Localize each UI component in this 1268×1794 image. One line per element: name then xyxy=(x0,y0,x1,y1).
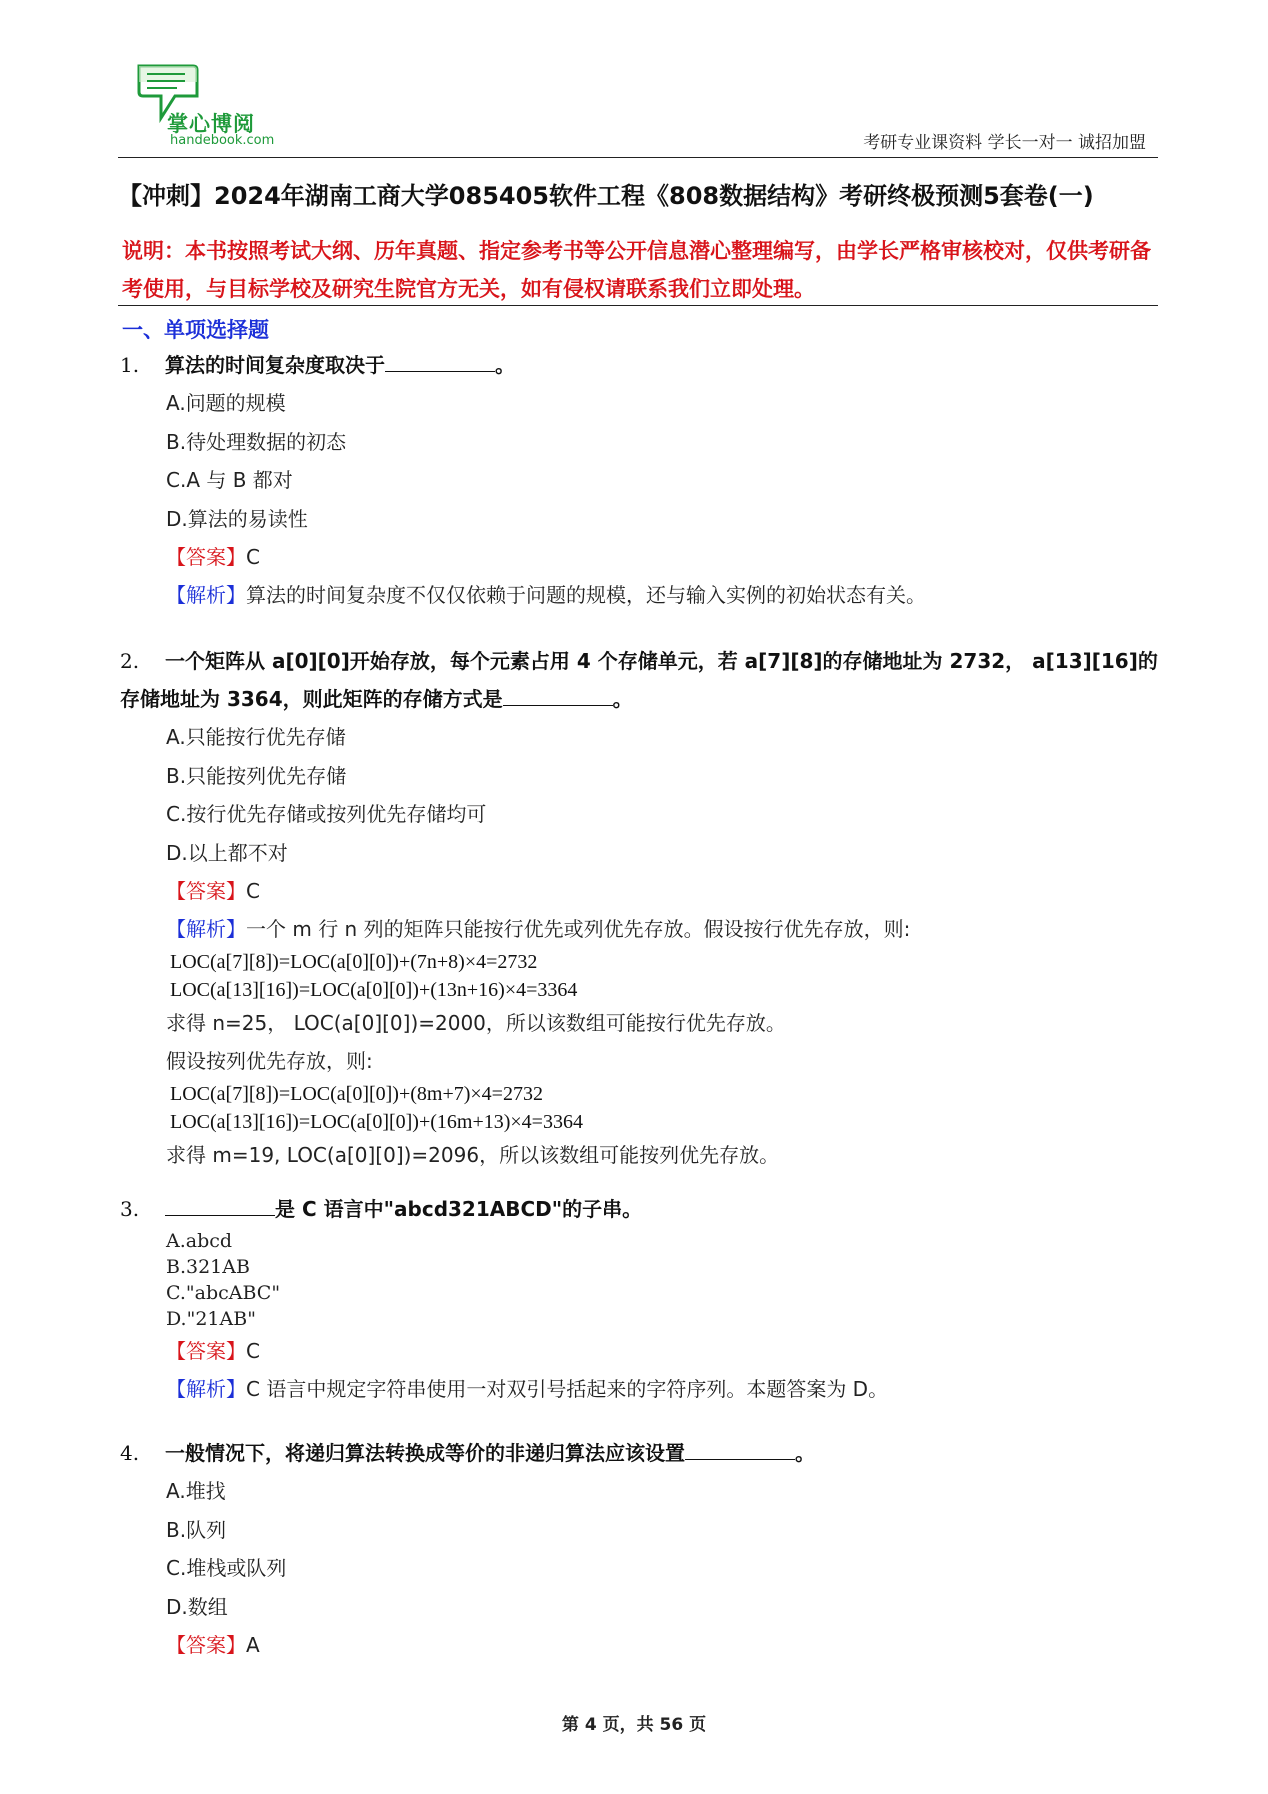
option-b: B.321AB xyxy=(166,1256,250,1278)
assumption-line: 假设按列优先存放，则: xyxy=(166,1049,373,1073)
option-d: D.以上都不对 xyxy=(166,840,288,865)
option-a: A.只能按行优先存储 xyxy=(166,725,346,749)
option-a: A.abcd xyxy=(166,1230,233,1252)
question-number: 2. xyxy=(120,649,140,673)
answer-line: 【答案】C xyxy=(166,1339,260,1363)
document-title: 【冲刺】2024年湖南工商大学085405软件工程《808数据结构》考研终极预测5套卷(一) xyxy=(118,182,1094,210)
option-d: D."21AB" xyxy=(166,1308,256,1330)
option-b: B.待处理数据的初态 xyxy=(166,429,347,454)
question-stem: 2. 一个矩阵从 a[0][0]开始存放，每个元素占用 4 个存储单元，若 a[7][8]的存储地址为 2732， a[13][16]的存储地址为 3364，则此矩阵的存储方式是 。 xyxy=(120,642,1165,718)
answer-line: 【答案】C xyxy=(166,545,260,569)
option-d: D.算法的易读性 xyxy=(166,506,308,531)
question-3 xyxy=(120,1190,1165,1408)
answer-line: 【答案】C xyxy=(166,879,260,903)
option-c: C.A 与 B 都对 xyxy=(166,468,293,492)
question-stem: 3. 是 C 语言中"abcd321ABCD"的子串。 xyxy=(120,1190,1165,1228)
answer-blank xyxy=(385,349,495,372)
answer-blank xyxy=(503,683,613,706)
option-c: C.按行优先存储或按列优先存储均可 xyxy=(166,802,487,826)
copyright-notice: 说明：本书按照考试大纲、历年真题、指定参考书等公开信息潜心整理编写，由学长严格审核校对，仅供考研备考使用，与目标学校及研究生院官方无关，如有侵权请联系我们立即处理。 xyxy=(122,239,1151,301)
question-stem: 1. 算法的时间复杂度取决于 。 xyxy=(120,346,1165,384)
formula-line: LOC(a[13][16])=LOC(a[0][0])+(16m+13)×4=3364 xyxy=(170,1111,583,1133)
analysis-line: 【解析】C 语言中规定字符串使用一对双引号括起来的字符序列。本题答案为 D。 xyxy=(166,1377,889,1401)
formula-line: LOC(a[7][8])=LOC(a[0][0])+(8m+7)×4=2732 xyxy=(170,1083,543,1105)
answer-line: 【答案】A xyxy=(166,1633,260,1657)
question-number: 4. xyxy=(120,1441,140,1465)
option-c: C.堆栈或队列 xyxy=(166,1556,287,1580)
header-tagline: 考研专业课资料 学长一对一 诚招加盟 xyxy=(863,133,1146,153)
page-number: 第 4 页，共 56 页 xyxy=(561,1715,707,1735)
question-stem: 4. 一般情况下，将递归算法转换成等价的非递归算法应该设置 。 xyxy=(120,1434,1165,1472)
question-number: 1. xyxy=(120,353,140,377)
option-b: B.只能按列优先存储 xyxy=(166,763,347,788)
analysis-line: 【解析】一个 m 行 n 列的矩阵只能按行优先或列优先存放。假设按行优先存放，则: xyxy=(166,917,911,941)
option-c: C."abcABC" xyxy=(166,1282,281,1304)
option-d: D.数组 xyxy=(166,1594,228,1619)
result-line: 求得 m=19, LOC(a[0][0])=2096，所以该数组可能按列优先存放。 xyxy=(166,1143,780,1167)
question-2 xyxy=(120,642,1165,1174)
analysis-line: 【解析】算法的时间复杂度不仅仅依赖于问题的规模，还与输入实例的初始状态有关。 xyxy=(166,583,926,607)
answer-blank xyxy=(685,1437,795,1460)
option-a: A.问题的规模 xyxy=(166,391,286,415)
formula-line: LOC(a[7][8])=LOC(a[0][0])+(7n+8)×4=2732 xyxy=(170,951,538,973)
header-divider xyxy=(118,157,1158,158)
notice-divider xyxy=(118,305,1158,306)
option-a: A.堆找 xyxy=(166,1479,226,1503)
section-heading: 一、单项选择题 xyxy=(122,318,269,342)
result-line: 求得 n=25， LOC(a[0][0])=2000，所以该数组可能按行优先存放。 xyxy=(166,1011,786,1035)
logo-domain: handebook.com xyxy=(170,133,275,148)
question-4 xyxy=(120,1434,1165,1664)
logo-text: 掌心博阅 xyxy=(167,112,255,136)
formula-line: LOC(a[13][16])=LOC(a[0][0])+(13n+16)×4=3364 xyxy=(170,979,578,1001)
question-number: 3. xyxy=(120,1197,140,1221)
question-1 xyxy=(120,346,1165,614)
answer-blank xyxy=(165,1193,275,1216)
option-b: B.队列 xyxy=(166,1517,227,1542)
